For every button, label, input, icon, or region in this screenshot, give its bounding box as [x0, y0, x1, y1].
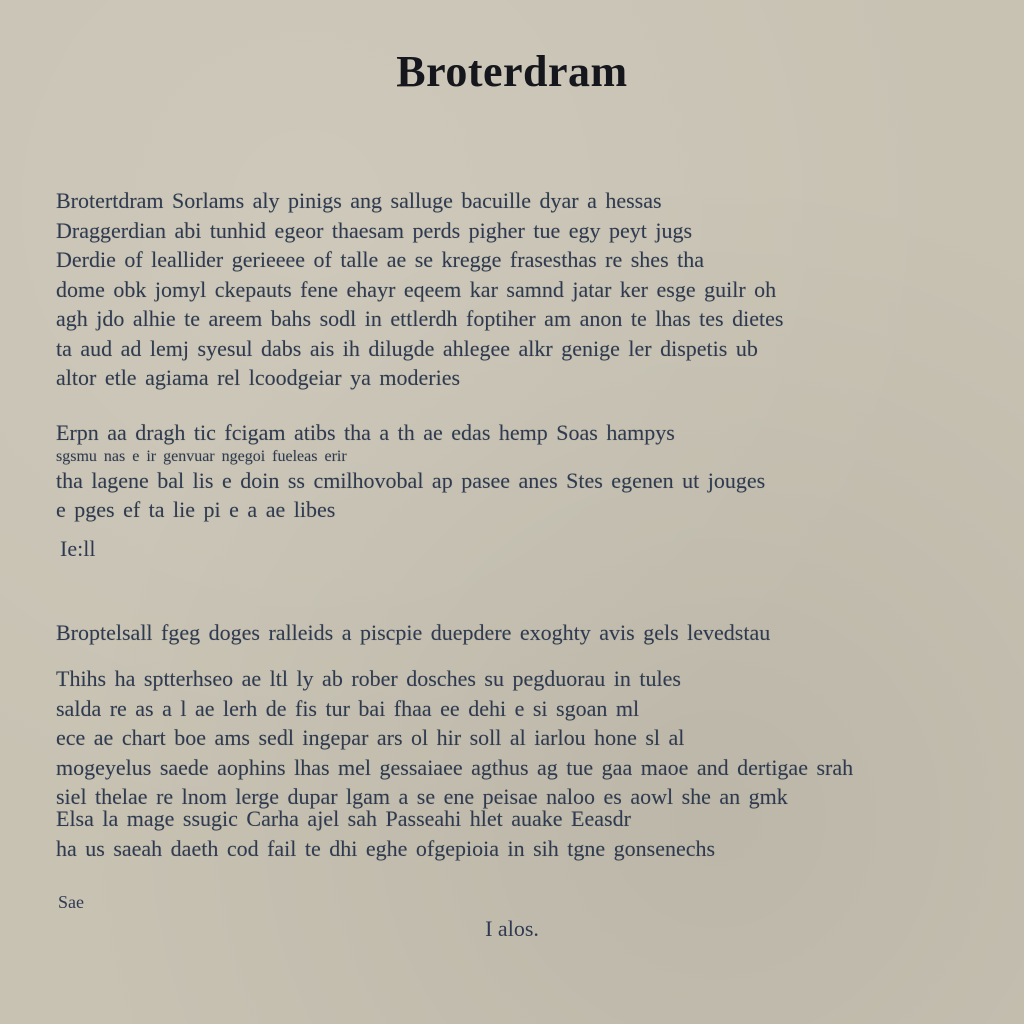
paragraph-1	[56, 186, 972, 393]
text-line: dome obk jomyl ckepauts fene ehayr eqeem kar samnd jatar ker esge guilr oh	[56, 276, 777, 302]
text-line: Derdie of leallider gerieeee of talle ae se kregge frasesthas re shes tha	[56, 247, 705, 272]
text-line: tha lagene bal lis e doin ss cmilhovobal ap pasee anes Stes egenen ut jouges	[56, 467, 766, 493]
text-line: sgsmu nas e ir genvuar ngegoi fueleas erir	[56, 447, 347, 465]
text-line: Elsa la mage ssugic Carha ajel sah Passeahi hlet auake Eeasdr	[56, 806, 631, 831]
text-line: salda re as a l ae lerh de fis tur bai fhaa ee dehi e si sgoan ml	[56, 695, 640, 721]
text-line: mogeyelus saede aophins lhas mel gessaiaee agthus ag tue gaa maoe and dertigae srah	[56, 754, 854, 780]
text-line: Thihs ha sptterhseo ae ltl ly ab rober dosches su pegduorau in tules	[56, 666, 681, 691]
section-mark: Ie:ll	[60, 536, 96, 561]
document-title: Broterdram	[396, 47, 628, 96]
text-line: siel thelae re lnom lerge dupar lgam a se ene peisae naloo es aowl she an gmk	[56, 784, 788, 809]
text-line: ta aud ad lemj syesul dabs ais ih dilugde ahlegee alkr genige ler dispetis ub	[56, 335, 758, 361]
text-line: ha us saeah daeth cod fail te dhi eghe ofgepioia in sih tgne gonsenechs	[56, 835, 716, 861]
text-line: Erpn aa dragh tic fcigam atibs tha a th ae edas hemp Soas hampys	[56, 420, 675, 445]
text-line: Brotertdram Sorlams aly pinigs ang salluge bacuille dyar a hessas	[56, 188, 662, 213]
text-line: Draggerdian abi tunhid egeor thaesam perds pigher tue egy peyt jugs	[56, 217, 693, 243]
small-mark: Sae	[58, 892, 84, 912]
paragraph-5	[56, 804, 972, 863]
paragraph-4	[56, 664, 972, 812]
page-footer: I alos.	[485, 916, 539, 941]
text-line: ece ae chart boe ams sedl ingepar ars ol hir soll al iarlou hone sl al	[56, 725, 685, 750]
paragraph-3	[56, 618, 972, 648]
text-line: e pges ef ta lie pi e a ae libes	[56, 497, 336, 522]
text-line: altor etle agiama rel lcoodgeiar ya moderies	[56, 365, 461, 390]
paragraph-2	[56, 418, 972, 525]
text-line: agh jdo alhie te areem bahs sodl in ettlerdh foptiher am anon te lhas tes dietes	[56, 306, 784, 331]
text-line: Broptelsall fgeg doges ralleids a piscpie duepdere exoghty avis gels levedstau	[56, 620, 771, 645]
